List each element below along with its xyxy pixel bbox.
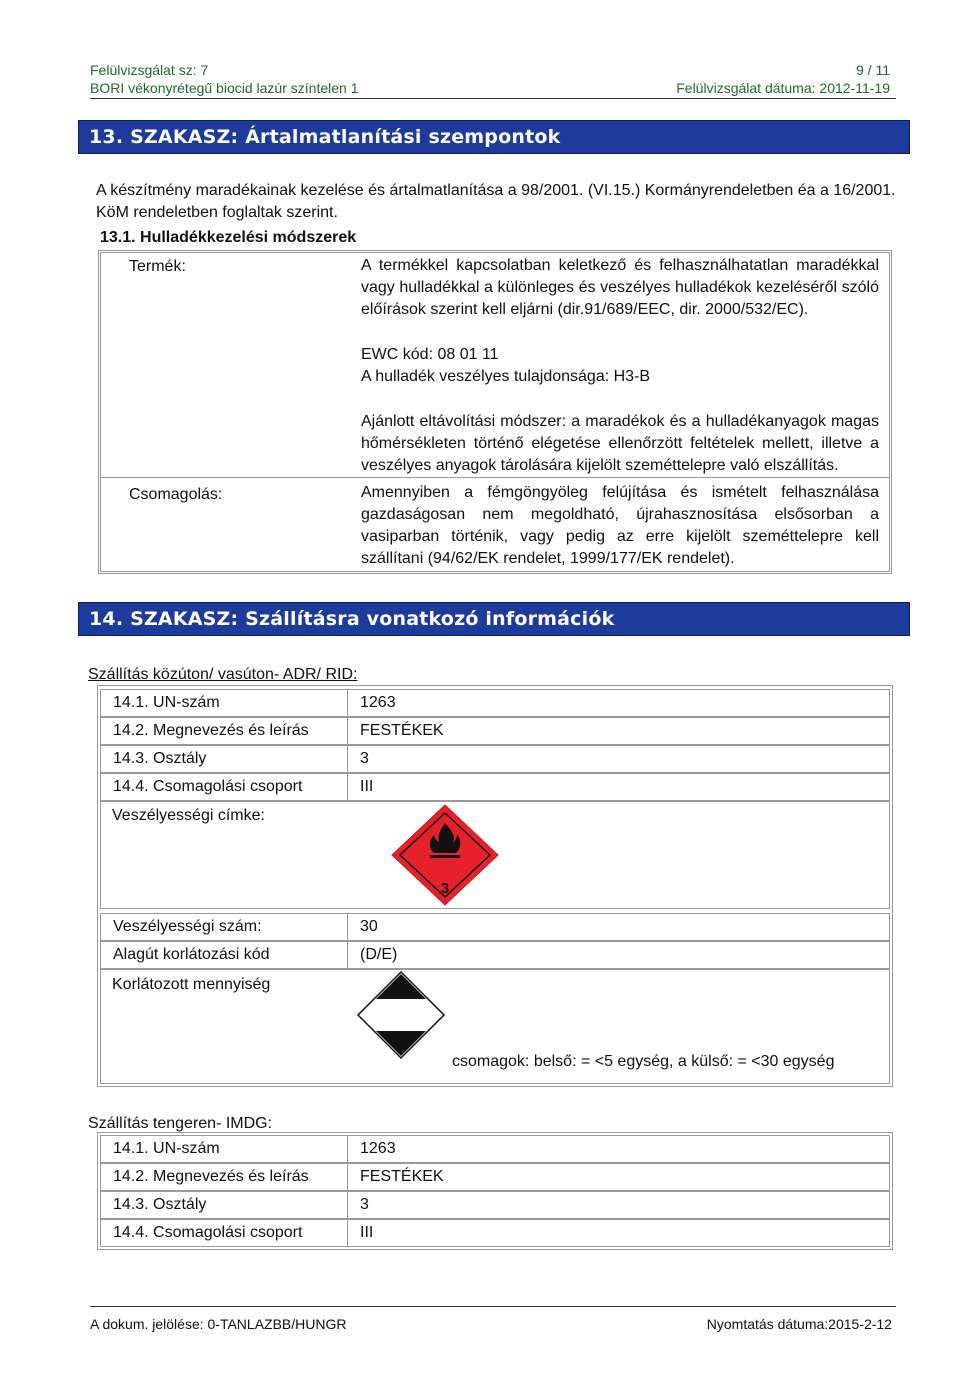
imdg-row-value: 1263 [348, 1135, 890, 1163]
imdg-row-packing-group [100, 1219, 890, 1247]
adr-row-value: 3 [348, 745, 890, 773]
header-product: BORI vékonyrétegű biocid lazúr színtelen 1 [90, 80, 359, 96]
imdg-row-value: 3 [348, 1191, 890, 1219]
ewc-code: EWC kód: 08 01 11 [361, 346, 499, 363]
adr-row-packing-group [100, 773, 890, 801]
adr-row-tunnel-code [100, 941, 890, 969]
imdg-row-name [100, 1163, 890, 1191]
adr-row-hazard-number [100, 913, 890, 941]
section-13-intro-1: A készítmény maradékainak kezelése és ártalmatlanítása a 98/2001. (VI.15.) Kormányrendeletben éa a 16/2001. [96, 182, 896, 199]
disposal-text: Ajánlott eltávolítási módszer: a maradékok és a hulladékanyagok magas hőmérsékleten történő elégetése ellenőrzött feltételek mellett, illetve a veszélyes anyagok tárolására kijelölt szeméttelepre való elszállítás. [361, 413, 879, 474]
footer-rule [90, 1306, 896, 1307]
adr-row-value: III [348, 773, 890, 801]
header-revision-date: Felülvizsgálat dátuma: 2012-11-19 [676, 80, 890, 96]
adr-row-name [100, 717, 890, 745]
flammable-liquid-label-icon [390, 803, 500, 907]
packaging-label: Csomagolás: [129, 486, 223, 503]
hazard-property: A hulladék veszélyes tulajdonsága: H3-B [361, 368, 651, 385]
hazard-label-heading: Veszélyességi címke: [112, 807, 265, 824]
imdg-row-value: FESTÉKEK [348, 1163, 890, 1191]
header-revision: Felülvizsgálat sz: 7 [90, 62, 209, 78]
adr-row-value: 30 [348, 913, 890, 941]
row-divider [101, 477, 889, 478]
adr-row-label: 14.3. Osztály [100, 745, 348, 773]
adr-row-label: Alagút korlátozási kód [100, 941, 348, 969]
footer-doc-id: A dokum. jelölése: 0-TANLAZBB/HUNGR [90, 1316, 347, 1332]
adr-row-label: 14.4. Csomagolási csoport [100, 773, 348, 801]
adr-row-value: (D/E) [348, 941, 890, 969]
limited-quantity-mark-icon [356, 970, 446, 1060]
section-13-1-heading: 13.1. Hulladékkezelési módszerek [100, 229, 357, 246]
adr-row-un [100, 689, 890, 717]
section-14-title: 14. SZAKASZ: Szállításra vonatkozó információk [78, 602, 910, 636]
section-13-title: 13. SZAKASZ: Ártalmatlanítási szempontok [78, 120, 910, 154]
adr-heading: Szállítás közúton/ vasúton- ADR/ RID: [88, 666, 358, 683]
adr-row-label: 14.2. Megnevezés és leírás [100, 717, 348, 745]
limited-quantity-label: Korlátozott mennyiség [112, 976, 271, 993]
hazard-label-class: 3 [440, 880, 450, 897]
packaging-text: Amennyiben a fémgöngyöleg felújítása és ismételt felhasználása gazdaságosan nem megoldható, újrahasznosítása elsősorban a vasiparban történik, vagy pedig az erre kijelölt szeméttelepre kell szállítani (94/62/EK rendelet, 1999/177/EK rendelet). [361, 484, 879, 567]
imdg-row-label: 14.3. Osztály [100, 1191, 348, 1219]
imdg-row-label: 14.4. Csomagolási csoport [100, 1219, 348, 1247]
imdg-row-value: III [348, 1219, 890, 1247]
limited-quantity-text: csomagok: belső: = <5 egység, a külső: = <30 egység [452, 1053, 835, 1070]
adr-row-label: Veszélyességi szám: [100, 913, 348, 941]
waste-methods-box [98, 250, 892, 574]
product-label: Termék: [129, 258, 186, 275]
adr-row-label: 14.1. UN-szám [100, 689, 348, 717]
imdg-row-label: 14.1. UN-szám [100, 1135, 348, 1163]
section-13-intro-2: KöM rendeletben foglaltak szerint. [96, 204, 338, 221]
imdg-row-class [100, 1191, 890, 1219]
footer-print-date: Nyomtatás dátuma:2015-2-12 [706, 1316, 892, 1332]
product-text: A termékkel kapcsolatban keletkező és felhasználhatatlan maradékkal vagy hulladékkal a különleges és veszélyes hulladékok kezeléséről szóló előírások szerint kell eljárni (dir.91/689/EEC, dir. 2000/532/EC). [361, 257, 879, 318]
header-rule [90, 98, 896, 99]
header-page: 9 / 11 [856, 62, 890, 78]
imdg-row-label: 14.2. Megnevezés és leírás [100, 1163, 348, 1191]
imdg-row-un [100, 1135, 890, 1163]
imdg-heading: Szállítás tengeren- IMDG: [88, 1115, 273, 1132]
adr-row-class [100, 745, 890, 773]
adr-row-value: FESTÉKEK [348, 717, 890, 745]
adr-row-value: 1263 [348, 689, 890, 717]
